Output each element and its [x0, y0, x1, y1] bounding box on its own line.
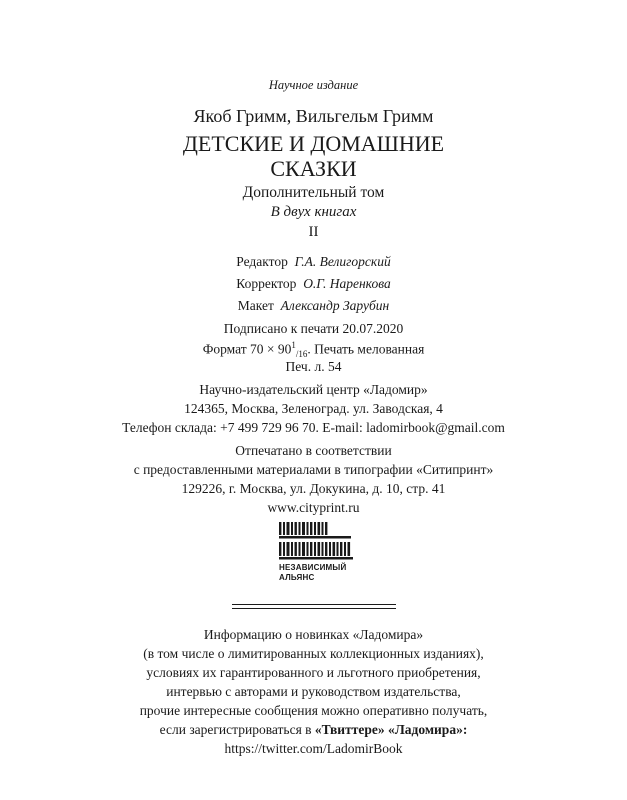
printer-website: www.cityprint.ru [267, 500, 360, 515]
book-title-line-1: ДЕТСКИЕ И ДОМАШНИЕ [182, 131, 445, 156]
logo-text-line-1: НЕЗАВИСИМЫЙ [279, 563, 347, 572]
credit-role: Корректор [236, 276, 297, 291]
twitter-link[interactable]: https://twitter.com/LadomirBook [224, 741, 403, 756]
info-line-2: (в том числе о лимитированных коллекционных изданиях), [143, 646, 484, 661]
info-line-6 [0, 722, 627, 738]
printer-line-3: 129226, г. Москва, ул. Докукина, д. 10, стр. 41 [181, 481, 446, 496]
credit-proofreader [0, 276, 627, 292]
independent-alliance-logo [278, 520, 358, 586]
logo-text [279, 563, 346, 582]
separator-rule-bottom [232, 608, 396, 609]
credit-role: Макет [237, 298, 274, 313]
publisher-phone: Телефон склада: +7 499 729 96 70. E-mail: ladomirbook@gmail.com [122, 420, 505, 435]
credit-role: Редактор [236, 254, 288, 269]
book-title-line-2: СКАЗКИ [270, 156, 357, 181]
credit-name: Александр Зарубин [280, 298, 390, 313]
print-format [0, 340, 627, 359]
volume-label: Дополнительный том [242, 184, 385, 201]
info-line-3: условиях их гарантированного и льготного приобретения, [146, 665, 481, 680]
format-prefix: Формат 70 × 90 [202, 341, 292, 357]
edition-type: Научное издание [268, 78, 359, 92]
format-suffix: . Печать мелованная [307, 341, 425, 357]
info-line-6-text: если зарегистрироваться в [159, 722, 315, 737]
credit-name: О.Г. Наренкова [303, 276, 391, 291]
info-line-4: интервью с авторами и руководством издательства, [166, 684, 461, 699]
separator-rule-top [232, 604, 396, 605]
print-signed: Подписано к печати 20.07.2020 [223, 321, 404, 336]
credit-editor [0, 254, 627, 270]
publisher-address: 124365, Москва, Зеленоград. ул. Заводская, 4 [184, 401, 443, 416]
info-line-5: прочие интересные сообщения можно оперативно получать, [139, 703, 488, 718]
print-sheets: Печ. л. 54 [285, 359, 342, 374]
format-sup: 1 [291, 340, 296, 350]
info-line-1: Информацию о новинках «Ладомира» [203, 627, 424, 642]
authors: Якоб Гримм, Вильгельм Гримм [193, 106, 434, 126]
printer-line-2: с предоставленными материалами в типографии «Ситипринт» [133, 462, 494, 477]
logo-text-line-2: АЛЬЯНС [279, 572, 315, 582]
format-sub: /16 [295, 349, 308, 360]
credit-layout [0, 298, 627, 314]
printer-line-1: Отпечатано в соответствии [235, 443, 392, 458]
books-count: В двух книгах [270, 204, 357, 220]
twitter-mention: «Твиттере» «Ладомира»: [314, 722, 468, 737]
credit-name: Г.А. Велигорский [294, 254, 391, 269]
publisher-name: Научно-издательский центр «Ладомир» [199, 382, 428, 397]
books-shelf-icon [278, 520, 358, 564]
book-number: II [308, 224, 319, 240]
